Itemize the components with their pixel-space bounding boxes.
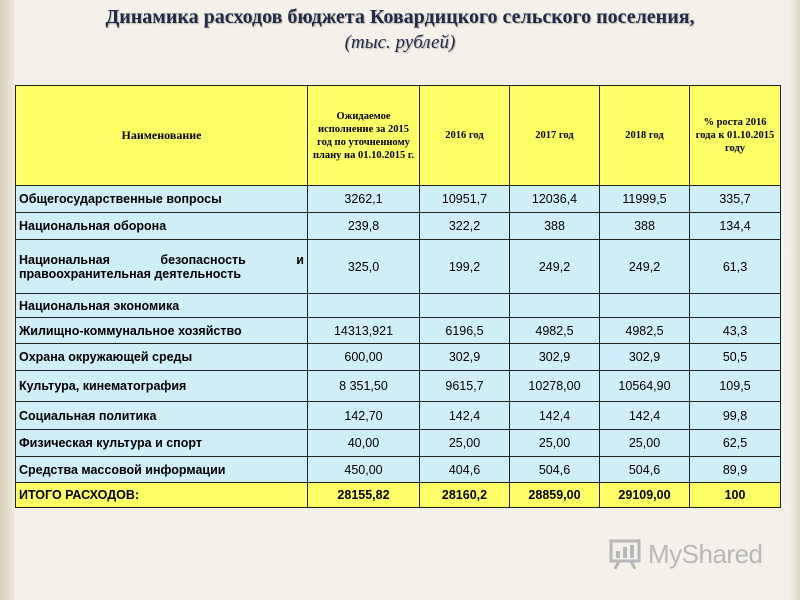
cell-2018: 504,6 [600,457,690,483]
header-growth-pct: % роста 2016 года к 01.10.2015 году [690,86,781,186]
row-name-line1: Национальная безопасность и [19,252,304,267]
table-row [16,430,781,457]
cell-2016: 322,2 [420,213,510,240]
cell-pct: 335,7 [690,186,781,213]
cell-2015: 450,00 [308,457,420,483]
cell-pct: 89,9 [690,457,781,483]
cell-2015: 3262,1 [308,186,420,213]
row-name-line2: правоохранительная деятельность [19,266,242,281]
row-name: Национальная оборона [16,213,308,240]
table-row [16,318,781,344]
slide-frame-left [0,0,14,600]
cell-2016: 404,6 [420,457,510,483]
cell-2017: 388 [510,213,600,240]
row-name [16,240,308,294]
table-row [16,402,781,430]
cell-2018: 10564,90 [600,371,690,402]
cell-2018 [600,294,690,318]
cell-2017: 249,2 [510,240,600,294]
cell-pct: 109,5 [690,371,781,402]
table-row [16,294,781,318]
cell-2018: 302,9 [600,344,690,371]
cell-pct: 99,8 [690,402,781,430]
cell-2016 [420,294,510,318]
cell-2016: 142,4 [420,402,510,430]
budget-table [15,85,781,508]
cell-2015 [308,294,420,318]
slide-title: Динамика расходов бюджета Ковардицкого сельского поселения, [105,6,695,28]
table-row [16,213,781,240]
row-name: Социальная политика [16,402,308,430]
cell-pct: 61,3 [690,240,781,294]
cell-2017: 12036,4 [510,186,600,213]
cell-2016: 6196,5 [420,318,510,344]
table-header-row [16,86,781,186]
table-row [16,371,781,402]
cell-2016: 25,00 [420,430,510,457]
cell-2015: 325,0 [308,240,420,294]
header-2018: 2018 год [600,86,690,186]
table-row [16,344,781,371]
cell-pct: 50,5 [690,344,781,371]
cell-2016: 9615,7 [420,371,510,402]
table-row [16,240,781,294]
cell-2015: 239,8 [308,213,420,240]
cell-2015: 14313,921 [308,318,420,344]
header-2015-expected: Ожидаемое исполнение за 2015 год по уточненному плану на 01.10.2015 г. [308,86,420,186]
cell-2015: 600,00 [308,344,420,371]
watermark-text: MyShared [648,538,763,569]
cell-2018: 388 [600,213,690,240]
cell-pct [690,294,781,318]
row-name: Физическая культура и спорт [16,430,308,457]
total-2015: 28155,82 [308,483,420,508]
cell-2017: 302,9 [510,344,600,371]
header-name: Наименование [16,86,308,186]
table-row [16,186,781,213]
row-name: Национальная экономика [16,294,308,318]
cell-2016: 10951,7 [420,186,510,213]
cell-pct: 62,5 [690,430,781,457]
cell-2018: 249,2 [600,240,690,294]
cell-2018: 11999,5 [600,186,690,213]
cell-2017: 4982,5 [510,318,600,344]
cell-pct: 43,3 [690,318,781,344]
row-name: Жилищно-коммунальное хозяйство [16,318,308,344]
slide-subtitle: (тыс. рублей) [344,32,456,53]
slide-title-block [0,4,800,56]
row-name: Общегосударственные вопросы [16,186,308,213]
cell-2017: 25,00 [510,430,600,457]
cell-pct: 134,4 [690,213,781,240]
total-pct: 100 [690,483,781,508]
table-total-row [16,483,781,508]
cell-2017 [510,294,600,318]
header-2017: 2017 год [510,86,600,186]
myshared-watermark [608,536,763,572]
cell-2015: 142,70 [308,402,420,430]
row-name: Культура, кинематография [16,371,308,402]
row-name: Средства массовой информации [16,457,308,483]
presentation-board-icon [608,537,642,571]
cell-2017: 504,6 [510,457,600,483]
header-2016: 2016 год [420,86,510,186]
cell-2016: 199,2 [420,240,510,294]
cell-2015: 8 351,50 [308,371,420,402]
table-row [16,457,781,483]
cell-2016: 302,9 [420,344,510,371]
cell-2018: 25,00 [600,430,690,457]
cell-2018: 4982,5 [600,318,690,344]
total-label: ИТОГО РАСХОДОВ: [16,483,308,508]
cell-2015: 40,00 [308,430,420,457]
total-2018: 29109,00 [600,483,690,508]
row-name: Охрана окружающей среды [16,344,308,371]
cell-2018: 142,4 [600,402,690,430]
slide-frame-right [790,0,800,600]
cell-2017: 10278,00 [510,371,600,402]
cell-2017: 142,4 [510,402,600,430]
total-2016: 28160,2 [420,483,510,508]
total-2017: 28859,00 [510,483,600,508]
